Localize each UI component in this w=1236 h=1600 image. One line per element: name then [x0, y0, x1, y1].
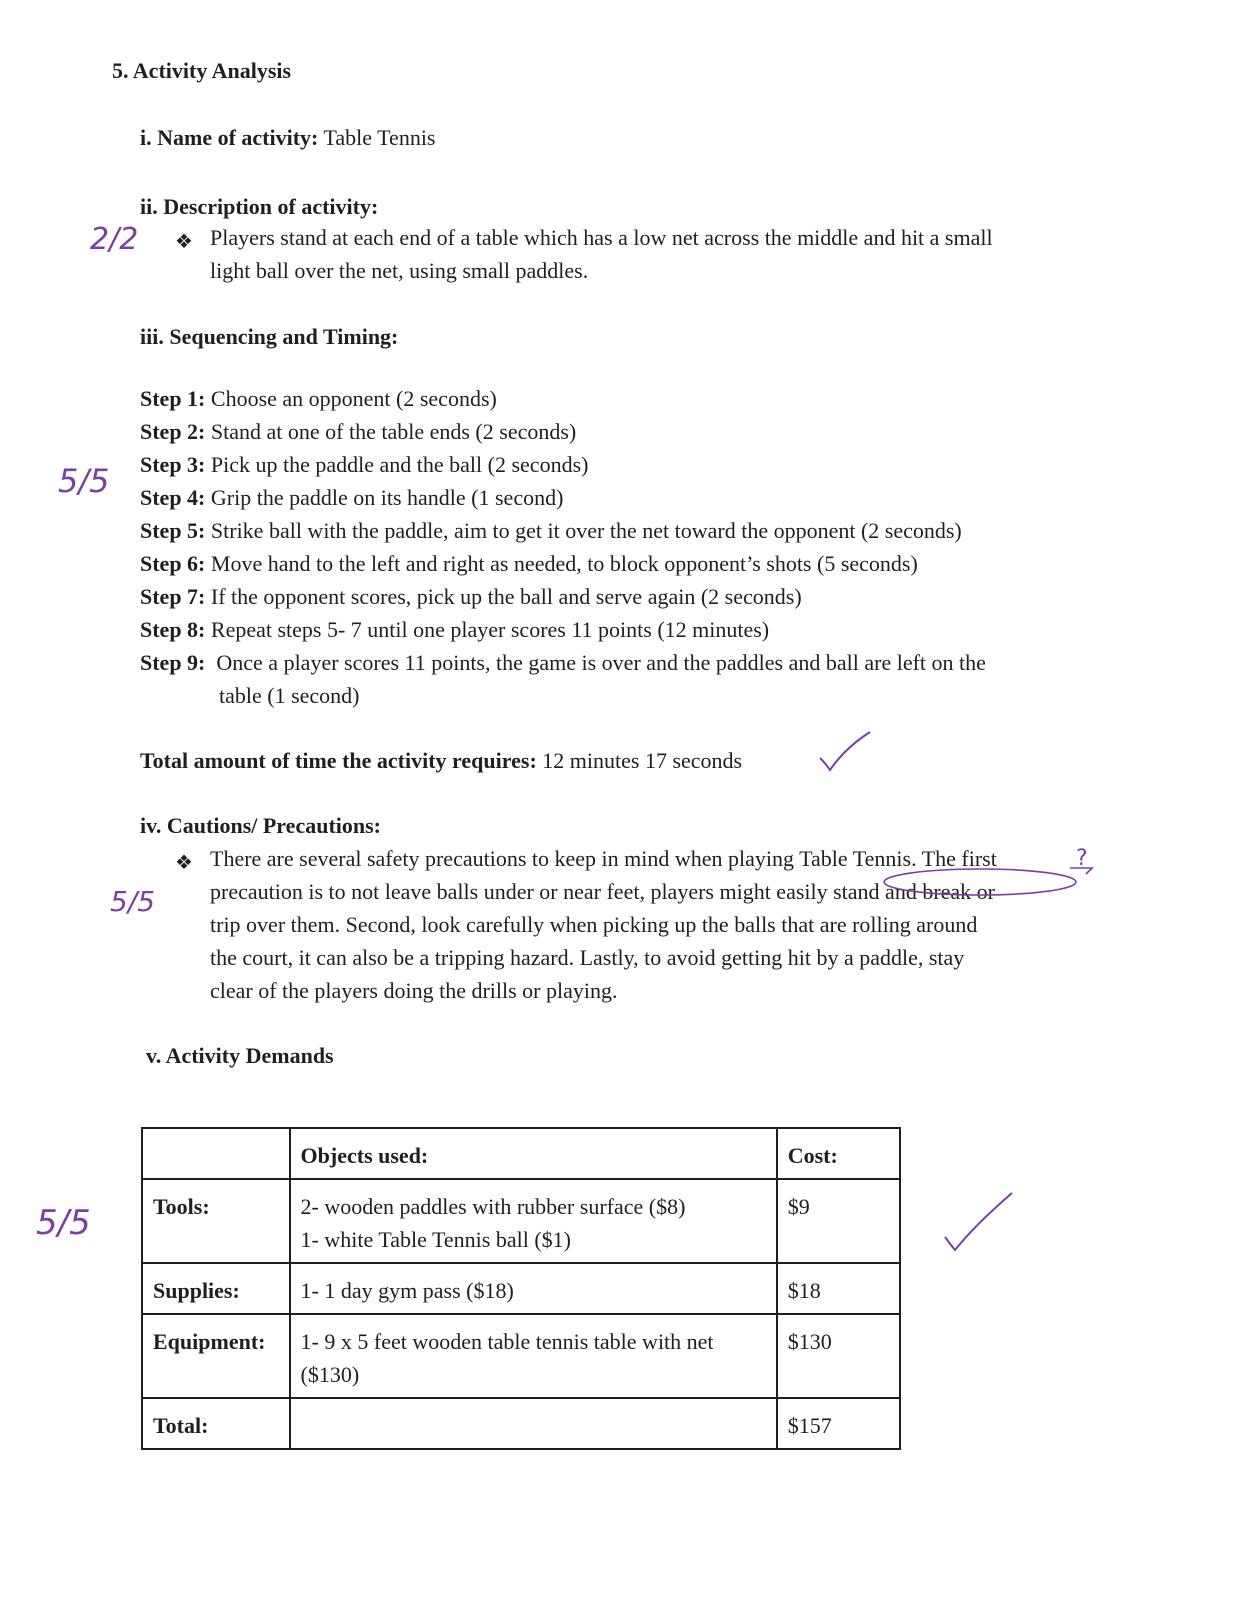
step-label: Step 9:	[140, 650, 206, 675]
objects-line: 2- wooden paddles with rubber surface ($8)	[300, 1194, 686, 1219]
cautions-line-1: There are several safety precautions to keep in mind when playing Table Tennis. The first	[210, 846, 997, 871]
step-text: Grip the paddle on its handle (1 second)	[210, 485, 564, 510]
step-label: Step 5:	[140, 518, 206, 543]
step-label: Step 2:	[140, 419, 206, 444]
cautions-line-4: the court, it can also be a tripping hazard. Lastly, to avoid getting hit by a paddle, stay	[210, 945, 965, 970]
objects-line: 1- 9 x 5 feet wooden table tennis table with net	[300, 1329, 714, 1354]
name-of-activity-label: i. Name of activity:	[140, 125, 319, 150]
section-title: 5. Activity Analysis	[112, 58, 292, 83]
step-text: Stand at one of the table ends (2 seconds)	[210, 419, 577, 444]
handwritten-score-description: 2/2	[90, 222, 139, 257]
step-text: Repeat steps 5- 7 until one player scores 11 points (12 minutes)	[210, 617, 770, 642]
step-label: Step 8:	[140, 617, 206, 642]
objects-line: 1- 1 day gym pass ($18)	[300, 1278, 514, 1303]
description-line-1: Players stand at each end of a table which has a low net across the middle and hit a small	[210, 225, 993, 250]
ink-arrow	[1070, 868, 1092, 874]
ink-circle	[884, 869, 1076, 895]
total-time-label: Total amount of time the activity requires:	[140, 748, 537, 773]
step-text: Choose an opponent (2 seconds)	[210, 386, 497, 411]
step-label: Step 4:	[140, 485, 206, 510]
step-text: If the opponent scores, pick up the ball and serve again (2 seconds)	[210, 584, 802, 609]
objects-line: ($130)	[300, 1362, 360, 1387]
step-text: Strike ball with the paddle, aim to get it over the net toward the opponent (2 seconds)	[210, 518, 962, 543]
handwritten-question-mark: ?	[1076, 846, 1088, 871]
row-cost: $18	[777, 1263, 900, 1314]
objects-header: Objects used:	[290, 1128, 777, 1179]
cautions-label: iv. Cautions/ Precautions:	[140, 813, 382, 838]
row-cost: $130	[777, 1314, 900, 1398]
handwritten-score-cautions: 5/5	[110, 885, 156, 918]
row-category: Supplies:	[142, 1263, 290, 1314]
description-label: ii. Description of activity:	[140, 194, 379, 219]
description-line-2: light ball over the net, using small paddles.	[210, 258, 589, 283]
row-category: Equipment:	[142, 1314, 290, 1398]
row-category: Total:	[142, 1398, 290, 1449]
step-text: Once a player scores 11 points, the game is over and the paddles and ball are left on the	[216, 650, 986, 675]
cautions-line-3: trip over them. Second, look carefully when picking up the balls that are rolling around	[210, 912, 978, 937]
step-label: Step 3:	[140, 452, 206, 477]
cautions-line-2: precaution is to not leave balls under or near feet, players might easily stand and break or	[210, 879, 996, 904]
step-text: Move hand to the left and right as needed, to block opponent’s shots (5 seconds)	[210, 551, 918, 576]
cost-header: Cost:	[777, 1128, 900, 1179]
step-text: Pick up the paddle and the ball (2 seconds)	[210, 452, 589, 477]
handwritten-score-demands: 5/5	[36, 1203, 91, 1243]
step-label: Step 1:	[140, 386, 206, 411]
total-time-value: 12 minutes 17 seconds	[542, 748, 743, 773]
step-label: Step 7:	[140, 584, 206, 609]
row-category: Tools:	[142, 1179, 290, 1263]
sequencing-label: iii. Sequencing and Timing:	[140, 324, 399, 349]
row-cost: $9	[777, 1179, 900, 1263]
step-label: Step 6:	[140, 551, 206, 576]
handwritten-score-sequencing: 5/5	[58, 462, 110, 500]
cautions-line-5: clear of the players doing the drills or playing.	[210, 978, 618, 1003]
diamond-bullet-icon: ❖	[175, 231, 193, 253]
step-9-continued: table (1 second)	[219, 683, 360, 708]
check-mark-icon	[820, 732, 870, 770]
demands-label: v. Activity Demands	[146, 1043, 334, 1068]
diamond-bullet-icon: ❖	[175, 852, 193, 874]
check-mark-icon	[945, 1193, 1012, 1250]
objects-line: 1- white Table Tennis ball ($1)	[300, 1227, 571, 1252]
row-cost: $157	[777, 1398, 900, 1449]
name-of-activity-value: Table Tennis	[323, 125, 436, 150]
